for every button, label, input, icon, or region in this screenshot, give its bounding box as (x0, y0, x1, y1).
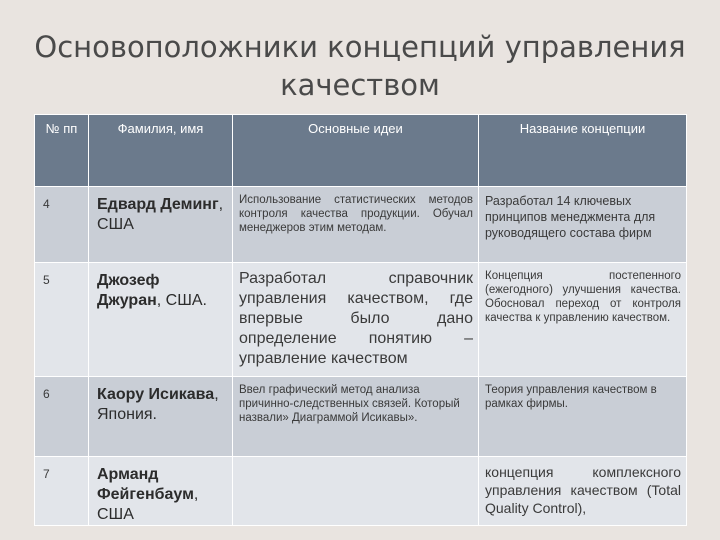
founders-table (34, 114, 687, 526)
row-concept: концепция комплексного управления качеством (Total Quality Control), (479, 457, 687, 526)
row-name (89, 187, 233, 263)
row-concept: Разработал 14 ключевых принципов менеджмента для руководящего состава фирм (479, 187, 687, 263)
row-ideas (233, 457, 479, 526)
row-name-country: , США (97, 486, 199, 523)
row-name-country: , США. (156, 292, 207, 309)
row-name-bold: Едвард Деминг (97, 196, 219, 213)
row-name (89, 377, 233, 457)
slide-title-line2: качеством (280, 68, 440, 102)
table-row (35, 457, 687, 526)
row-concept: Концепция постепенного (ежегодного) улучшения качества. Обосновал переход от контроля качества к управлению качеством. (479, 263, 687, 377)
row-concept: Теория управления качеством в рамках фирмы. (479, 377, 687, 457)
row-name-country: , Япония. (97, 386, 219, 423)
header-ideas: Основные идеи (233, 115, 479, 187)
row-num: 7 (35, 457, 89, 526)
header-concept: Название концепции (479, 115, 687, 187)
row-name-country: , США (97, 196, 224, 233)
table-header-row (35, 115, 687, 187)
table-row (35, 263, 687, 377)
row-ideas: Ввел графический метод анализа причинно-следственных связей. Который назвали» Диаграммой Исикавы». (233, 377, 479, 457)
header-num: № пп (35, 115, 89, 187)
row-name-bold: Джозеф Джуран (97, 272, 160, 309)
slide-title-line1: Основоположники концепций управления (34, 30, 686, 64)
row-name (89, 263, 233, 377)
row-num: 4 (35, 187, 89, 263)
row-ideas: Разработал справочник управления качеством, где впервые было дано определение понятию – управление качеством (233, 263, 479, 377)
row-name-bold: Каору Исикава (97, 386, 215, 403)
row-ideas: Использование статистических методов контроля качества продукции. Обучал менеджеров этим методам. (233, 187, 479, 263)
table-row (35, 377, 687, 457)
header-name: Фамилия, имя (89, 115, 233, 187)
row-num: 6 (35, 377, 89, 457)
row-name-bold: Арманд Фейгенбаум (97, 466, 194, 503)
row-num: 5 (35, 263, 89, 377)
table-row (35, 187, 687, 263)
slide-title (0, 28, 720, 104)
row-name (89, 457, 233, 526)
